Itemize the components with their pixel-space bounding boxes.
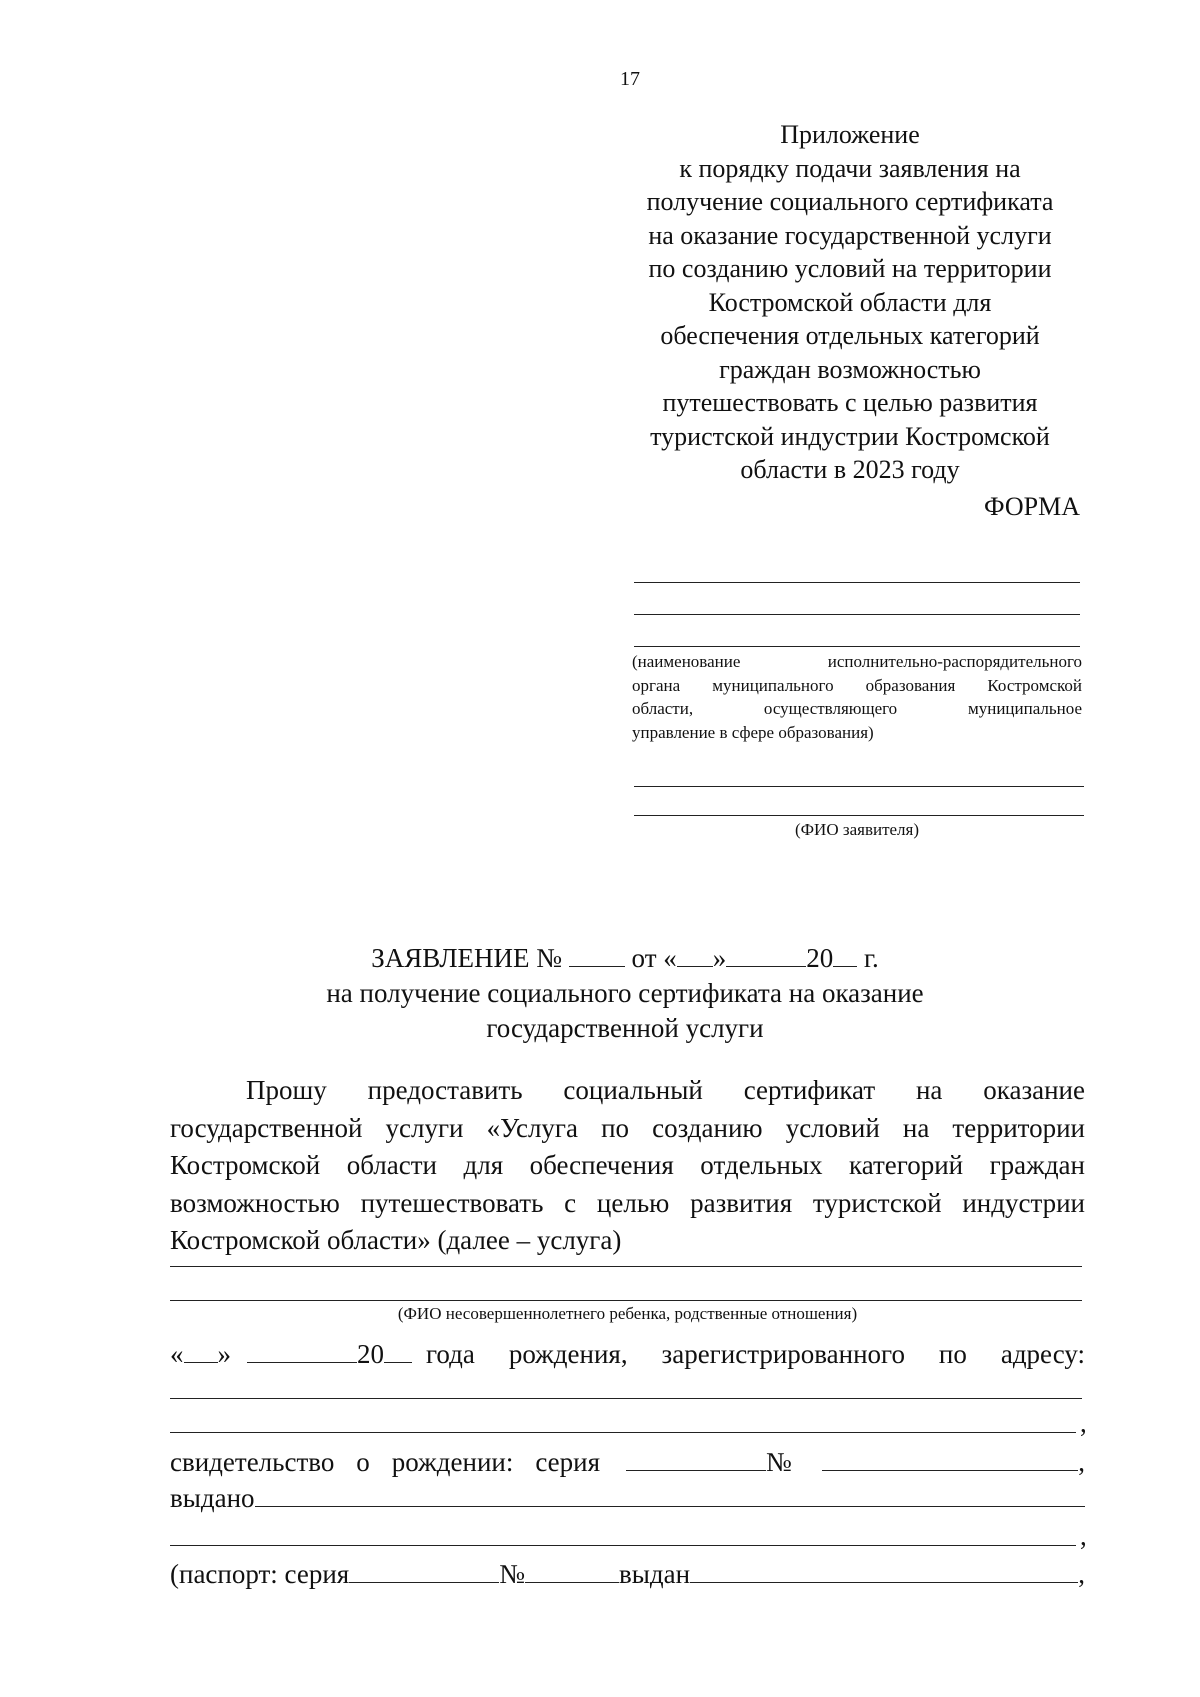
request-paragraph: [170, 1072, 1085, 1260]
paragraph-line: возможностью путешествовать с целью развития туристской индустрии: [170, 1187, 1085, 1218]
paragraph-line: Костромской области для обеспечения отдельных категорий граждан: [170, 1150, 1085, 1180]
birth-year-field[interactable]: [384, 1336, 412, 1363]
statement-day-field[interactable]: [677, 940, 713, 967]
passport-row: [170, 1556, 1085, 1590]
address-blank-line[interactable]: [170, 1432, 1076, 1433]
issued-comma: ,: [1080, 1521, 1087, 1551]
birth-month-field[interactable]: [247, 1336, 357, 1363]
annex-line: на оказание государственной услуги: [648, 220, 1052, 250]
certificate-label: свидетельство о рождении: серия: [170, 1447, 600, 1477]
passport-series-field[interactable]: [349, 1556, 499, 1583]
annex-line: области в 2023 году: [740, 455, 960, 484]
annex-line: граждан возможностью: [719, 354, 981, 384]
statement-month-field[interactable]: [726, 940, 806, 967]
passport-comma: ,: [1078, 1559, 1085, 1589]
statement-year-suffix: г.: [864, 943, 879, 973]
statement-year-prefix: 20: [806, 943, 834, 973]
passport-label: (паспорт: серия: [170, 1559, 350, 1589]
certificate-comma: ,: [1078, 1447, 1085, 1477]
recipient-caption-line: органа муниципального образования Костромской: [632, 675, 1082, 695]
annex-line: туристской индустрии Костромской: [650, 421, 1050, 451]
paragraph-line: государственной услуги «Услуга по созданию условий на территории: [170, 1112, 1085, 1143]
recipient-caption: [632, 650, 1082, 744]
recipient-blank-line[interactable]: [634, 614, 1080, 615]
statement-quote-close: »: [712, 943, 727, 973]
paragraph-line: Костромской области» (далее – услуга): [170, 1225, 622, 1255]
birth-open-quote: «: [170, 1339, 184, 1369]
statement-title-line: [150, 940, 1100, 976]
passport-issued-field[interactable]: [690, 1556, 1078, 1583]
annex-line: по созданию условий на территории: [648, 254, 1052, 283]
paragraph-line: Прошу предоставить социальный сертификат на оказание: [246, 1075, 1085, 1105]
recipient-caption-line: области, осуществляющего муниципальное: [632, 699, 1082, 718]
applicant-blank-line[interactable]: [634, 815, 1084, 816]
annex-title: Приложение: [780, 120, 920, 149]
recipient-caption-line: управление в сфере образования): [632, 722, 874, 742]
recipient-blank-line[interactable]: [634, 582, 1080, 583]
recipient-blank-line[interactable]: [634, 646, 1080, 647]
issued-blank-line[interactable]: [170, 1545, 1076, 1546]
statement-subtitle: на получение социального сертификата на оказание: [326, 978, 924, 1008]
recipient-caption-line: (наименование исполнительно-распорядительного: [632, 652, 1082, 671]
birth-text: года рождения, зарегистрированного по адресу:: [426, 1339, 1085, 1369]
issued-label: выдано: [170, 1483, 255, 1513]
birth-day-field[interactable]: [184, 1336, 218, 1363]
statement-word: ЗАЯВЛЕНИЕ №: [371, 943, 563, 973]
statement-year-field[interactable]: [833, 940, 857, 967]
passport-issued: выдан: [618, 1559, 691, 1589]
issued-field[interactable]: [255, 1480, 1085, 1507]
annex-line: получение социального сертификата: [646, 187, 1054, 216]
child-blank-line[interactable]: [170, 1300, 1082, 1301]
certificate-series-field[interactable]: [626, 1444, 766, 1471]
address-blank-line[interactable]: [170, 1398, 1082, 1399]
child-blank-line[interactable]: [170, 1266, 1082, 1267]
issued-row: [170, 1480, 1085, 1514]
annex-line: Костромской области для: [708, 287, 992, 317]
birth-year-prefix: 20: [357, 1339, 384, 1369]
statement-number-field[interactable]: [569, 940, 625, 967]
applicant-blank-line[interactable]: [634, 786, 1084, 787]
passport-number-sign: №: [499, 1559, 525, 1589]
certificate-number-field[interactable]: [822, 1444, 1078, 1471]
child-caption: (ФИО несовершеннолетнего ребенка, родственные отношения): [397, 1304, 858, 1323]
statement-subtitle: государственной услуги: [486, 1013, 764, 1043]
applicant-caption: (ФИО заявителя): [794, 820, 920, 839]
birth-row: [170, 1336, 1085, 1370]
annex-block: [615, 118, 1085, 487]
birth-close-quote: »: [217, 1339, 231, 1369]
certificate-number-sign: №: [766, 1447, 792, 1477]
statement-title: [150, 940, 1100, 1046]
statement-from: от «: [631, 943, 677, 973]
passport-number-field[interactable]: [525, 1556, 619, 1583]
certificate-row: [170, 1444, 1085, 1478]
annex-line: путешествовать с целью развития: [662, 388, 1038, 417]
form-label: ФОРМА: [984, 492, 1080, 521]
annex-line: к порядку подачи заявления на: [679, 153, 1021, 183]
page-number: 17: [620, 68, 640, 90]
annex-line: обеспечения отдельных категорий: [660, 321, 1040, 350]
address-comma: ,: [1080, 1408, 1087, 1438]
